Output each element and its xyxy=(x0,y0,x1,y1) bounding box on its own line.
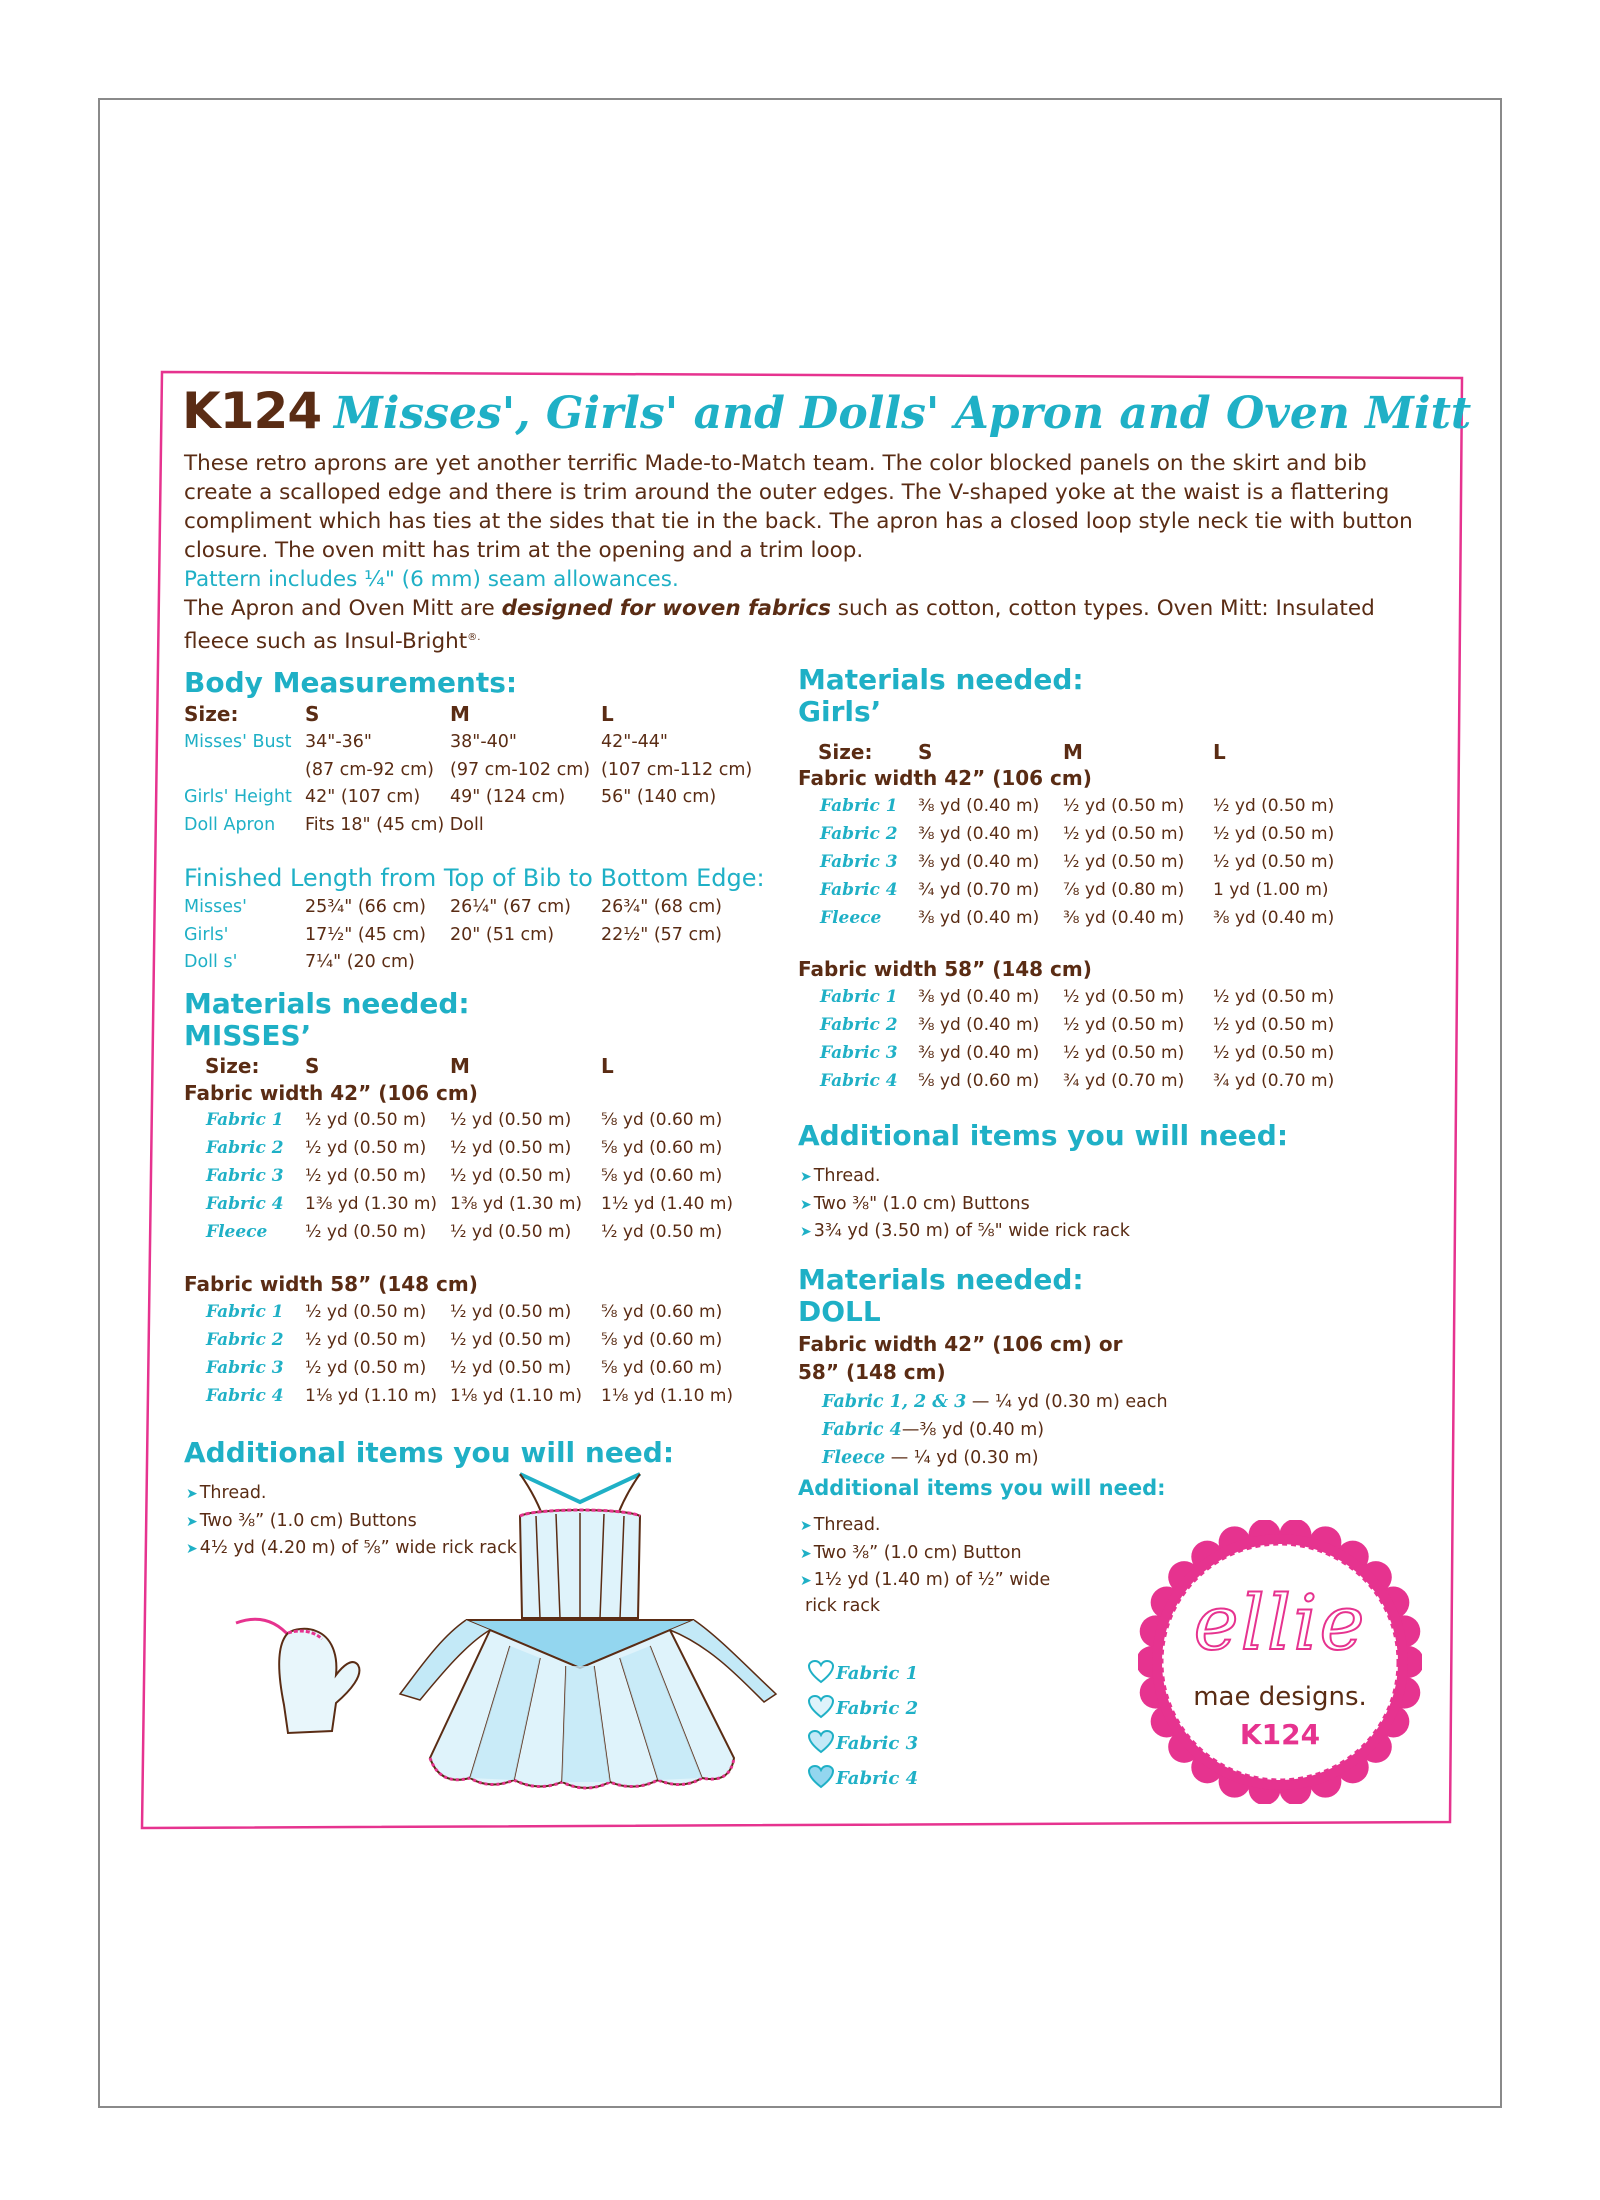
girls-width-58: Fabric width 58” (148 cm) xyxy=(798,957,1092,981)
value-l: ⅝ yd (0.60 m) xyxy=(601,1358,723,1378)
row-label: Fleece xyxy=(820,908,882,928)
row-label: Fabric 2 xyxy=(820,824,898,844)
row-label: Misses' Bust xyxy=(184,732,292,752)
value-l: ½ yd (0.50 m) xyxy=(1213,824,1335,844)
pattern-code: K124 xyxy=(182,382,322,440)
girls-size-s: S xyxy=(918,740,933,764)
value-s: 25¾" (66 cm) xyxy=(305,897,426,917)
list-item xyxy=(800,1194,1030,1214)
value-s: (87 cm-92 cm) xyxy=(305,759,434,780)
list-item-text: 4½ yd (4.20 m) of ⅝” wide rick rack xyxy=(199,1538,517,1558)
value-m: (97 cm-102 cm) xyxy=(450,759,591,780)
value-s: ½ yd (0.50 m) xyxy=(305,1110,427,1130)
row-label: Fabric 1 xyxy=(206,1110,284,1130)
girls-size-l: L xyxy=(1213,740,1226,764)
row-label: Fabric 1, 2 & 3 xyxy=(822,1392,967,1412)
value-l: ½ yd (0.50 m) xyxy=(1213,1043,1335,1063)
list-item-text: Thread. xyxy=(813,1515,881,1535)
bullet-arrow-icon: ➤ xyxy=(186,1513,198,1530)
list-item-text: 3¾ yd (3.50 m) of ⅝" wide rick rack xyxy=(813,1221,1130,1241)
value-m: ½ yd (0.50 m) xyxy=(1063,987,1185,1007)
list-item-text: Thread. xyxy=(813,1166,881,1186)
size-s: S xyxy=(305,702,320,726)
value-l: ½ yd (0.50 m) xyxy=(1213,852,1335,872)
value-l: 56" (140 cm) xyxy=(601,787,717,807)
value-s: ½ yd (0.50 m) xyxy=(305,1358,427,1378)
finished-length-heading: Finished Length from Top of Bib to Bottom Edge: xyxy=(184,864,765,892)
list-item xyxy=(800,1221,1130,1241)
legend-item xyxy=(808,1765,918,1789)
value-s: ⅜ yd (0.40 m) xyxy=(918,987,1040,1007)
value-m: ½ yd (0.50 m) xyxy=(450,1330,572,1350)
girls-additional-heading: Additional items you will need: xyxy=(798,1119,1289,1152)
row-label: Fabric 2 xyxy=(206,1138,284,1158)
value-m: ½ yd (0.50 m) xyxy=(1063,852,1185,872)
value-m: ½ yd (0.50 m) xyxy=(1063,796,1185,816)
legend-label: Fabric 1 xyxy=(836,1663,919,1684)
row-label: Fabric 1 xyxy=(820,796,898,816)
value-s: Fits 18" (45 cm) Doll xyxy=(305,814,484,835)
value-s: ½ yd (0.50 m) xyxy=(305,1222,427,1242)
value-s: ⅜ yd (0.40 m) xyxy=(918,1015,1040,1035)
list-item-text: Two ⅜” (1.0 cm) Buttons xyxy=(199,1510,417,1531)
size-label: Size: xyxy=(184,702,239,726)
legend-label: Fabric 2 xyxy=(836,1698,919,1719)
seam-allowance: Pattern includes ¼" (6 mm) seam allowances. xyxy=(184,567,679,592)
row-label: Fabric 2 xyxy=(206,1330,284,1350)
bullet-arrow-icon: ➤ xyxy=(800,1518,812,1534)
fabric-note xyxy=(184,594,1420,656)
value-l: ¾ yd (0.70 m) xyxy=(1213,1071,1335,1091)
pattern-title: Misses', Girls' and Dolls' Apron and Oven Mitt xyxy=(334,388,1472,439)
bullet-arrow-icon: ➤ xyxy=(800,1573,812,1589)
row-label: Fabric 4 xyxy=(206,1386,284,1406)
heart-icon xyxy=(808,1695,834,1719)
row-value: — ¼ yd (0.30 m) each xyxy=(966,1392,1168,1412)
misses-materials-heading: Materials needed: xyxy=(184,987,470,1020)
bullet-arrow-icon: ➤ xyxy=(800,1545,812,1562)
value-m: 1⅛ yd (1.10 m) xyxy=(450,1386,583,1406)
value-m: ½ yd (0.50 m) xyxy=(450,1110,572,1130)
doll-width-1: Fabric width 42” (106 cm) or xyxy=(798,1332,1123,1356)
oven-mitt-illustration xyxy=(228,1605,368,1745)
value-s: ¾ yd (0.70 m) xyxy=(918,880,1040,900)
value-m: 38"-40" xyxy=(450,732,517,752)
value-l: ½ yd (0.50 m) xyxy=(601,1222,723,1242)
heart-icon xyxy=(808,1765,834,1789)
value-m: ½ yd (0.50 m) xyxy=(1063,1043,1185,1063)
list-item xyxy=(186,1483,267,1503)
list-item xyxy=(800,1543,1022,1563)
value-s: 42" (107 cm) xyxy=(305,787,421,807)
row-label: Fabric 1 xyxy=(206,1302,284,1322)
value-m: 49" (124 cm) xyxy=(450,787,566,807)
doll-row xyxy=(822,1448,1039,1468)
misses-width-42: Fabric width 42” (106 cm) xyxy=(184,1081,478,1105)
value-s: 34"-36" xyxy=(305,732,372,752)
value-l: ⅝ yd (0.60 m) xyxy=(601,1330,723,1350)
bullet-arrow-icon: ➤ xyxy=(800,1224,812,1240)
row-label: Fabric 4 xyxy=(822,1420,902,1440)
misses-width-58: Fabric width 58” (148 cm) xyxy=(184,1272,478,1296)
misses-additional-heading: Additional items you will need: xyxy=(184,1436,675,1469)
value-s: 17½" (45 cm) xyxy=(305,924,426,945)
bullet-arrow-icon: ➤ xyxy=(800,1196,812,1213)
row-label: Misses' xyxy=(184,897,247,917)
row-label: Fabric 2 xyxy=(820,1015,898,1035)
value-m: ½ yd (0.50 m) xyxy=(1063,1015,1185,1035)
row-label: Fabric 4 xyxy=(820,1071,898,1091)
list-item xyxy=(800,1515,881,1535)
value-l: ½ yd (0.50 m) xyxy=(1213,1015,1335,1035)
doll-row xyxy=(822,1392,1168,1412)
row-value: —⅜ yd (0.40 m) xyxy=(901,1420,1045,1440)
value-s: ½ yd (0.50 m) xyxy=(305,1330,427,1350)
doll-additional-heading: Additional items you will need: xyxy=(798,1476,1166,1500)
row-label: Doll Apron xyxy=(184,814,276,835)
value-l: ⅝ yd (0.60 m) xyxy=(601,1110,723,1130)
value-l: ⅜ yd (0.40 m) xyxy=(1213,908,1335,928)
row-label: Girls' Height xyxy=(184,787,292,807)
bullet-arrow-icon: ➤ xyxy=(800,1169,812,1185)
size-m: M xyxy=(450,702,470,726)
value-s: ⅜ yd (0.40 m) xyxy=(918,1043,1040,1063)
value-l: ⅝ yd (0.60 m) xyxy=(601,1166,723,1186)
value-l: ⅝ yd (0.60 m) xyxy=(601,1138,723,1158)
list-item-text: Two ⅜” (1.0 cm) Button xyxy=(813,1542,1022,1563)
bullet-arrow-icon: ➤ xyxy=(186,1486,198,1502)
intro-block xyxy=(184,449,1420,656)
bullet-arrow-icon: ➤ xyxy=(186,1541,198,1557)
value-m: ⅜ yd (0.40 m) xyxy=(1063,908,1185,928)
logo-brand: mae designs. xyxy=(1193,1682,1367,1712)
doll-additional-cont: rick rack xyxy=(805,1596,881,1616)
legend-item xyxy=(808,1730,918,1754)
row-label: Fleece xyxy=(206,1222,268,1242)
description: These retro aprons are yet another terrific Made-to-Match team. The color blocked panels on the skirt and bib create a scalloped edge and there is trim around the outer edges. The V-shaped yoke at the waist is a flattering compliment which has ties at the sides that tie in the back. The apron has a closed loop style neck tie with button closure. The oven mitt has trim at the opening and a trim loop. xyxy=(184,451,1413,563)
value-l: 1⅛ yd (1.10 m) xyxy=(601,1386,734,1406)
row-label: Fabric 1 xyxy=(820,987,898,1007)
row-label: Fabric 4 xyxy=(206,1194,284,1214)
fabric-note-pre: The Apron and Oven Mitt are xyxy=(184,596,502,621)
row-label: Fabric 3 xyxy=(820,852,898,872)
legend-label: Fabric 3 xyxy=(836,1733,919,1754)
legend-item xyxy=(808,1695,918,1719)
value-l: 22½" (57 cm) xyxy=(601,924,722,945)
legend-label: Fabric 4 xyxy=(836,1768,919,1789)
misses-size-m: M xyxy=(450,1054,470,1078)
misses-size-l: L xyxy=(601,1054,614,1078)
value-m: ½ yd (0.50 m) xyxy=(450,1166,572,1186)
value-m: 26¼" (67 cm) xyxy=(450,897,571,917)
row-label: Fabric 3 xyxy=(206,1166,284,1186)
ellie-mae-logo xyxy=(1138,1520,1422,1804)
list-item xyxy=(800,1570,1050,1590)
row-label: Doll s' xyxy=(184,952,238,972)
row-value: — ¼ yd (0.30 m) xyxy=(885,1448,1039,1468)
value-s: ⅜ yd (0.40 m) xyxy=(918,908,1040,928)
value-l: (107 cm-112 cm) xyxy=(601,759,753,780)
list-item-text: Thread. xyxy=(199,1483,267,1503)
apron-illustration xyxy=(370,1468,790,1798)
logo-ellie: ellie xyxy=(1193,1578,1367,1667)
row-label: Fabric 4 xyxy=(820,880,898,900)
value-s: ⅜ yd (0.40 m) xyxy=(918,852,1040,872)
value-l: 1 yd (1.00 m) xyxy=(1213,880,1329,900)
doll-heading: DOLL xyxy=(798,1295,881,1328)
value-m: ⅞ yd (0.80 m) xyxy=(1063,880,1185,900)
misses-size-label: Size: xyxy=(205,1054,260,1078)
list-item xyxy=(800,1166,881,1186)
value-m: ¾ yd (0.70 m) xyxy=(1063,1071,1185,1091)
value-s: ⅝ yd (0.60 m) xyxy=(918,1071,1040,1091)
value-s: 1⅜ yd (1.30 m) xyxy=(305,1194,438,1214)
value-m: 20" (51 cm) xyxy=(450,924,555,945)
value-l: ½ yd (0.50 m) xyxy=(1213,796,1335,816)
doll-row xyxy=(822,1420,1044,1440)
value-m: ½ yd (0.50 m) xyxy=(450,1138,572,1158)
registered-mark: ®. xyxy=(467,632,481,643)
value-m: ½ yd (0.50 m) xyxy=(450,1358,572,1378)
girls-materials-heading: Materials needed: xyxy=(798,663,1084,696)
heart-icon xyxy=(808,1730,834,1754)
row-label: Fabric 3 xyxy=(820,1043,898,1063)
misses-size-s: S xyxy=(305,1054,320,1078)
girls-size-m: M xyxy=(1063,740,1083,764)
doll-materials-heading: Materials needed: xyxy=(798,1263,1084,1296)
legend-item xyxy=(808,1660,918,1684)
row-label: Fleece xyxy=(822,1448,886,1468)
logo-code: K124 xyxy=(1239,1718,1321,1751)
value-s: ½ yd (0.50 m) xyxy=(305,1302,427,1322)
value-s: ⅜ yd (0.40 m) xyxy=(918,796,1040,816)
heart-icon xyxy=(808,1660,834,1684)
value-s: ⅜ yd (0.40 m) xyxy=(918,824,1040,844)
value-m: ½ yd (0.50 m) xyxy=(450,1302,572,1322)
girls-heading: Girls’ xyxy=(798,695,882,728)
value-l: ½ yd (0.50 m) xyxy=(1213,987,1335,1007)
row-label: Girls' xyxy=(184,924,229,945)
value-s: 1⅛ yd (1.10 m) xyxy=(305,1386,438,1406)
fabric-note-post: such as cotton, cotton types. Oven Mitt: Insulated fleece such as Insul-Bright xyxy=(184,596,1375,655)
value-s: ½ yd (0.50 m) xyxy=(305,1138,427,1158)
doll-width-2: 58” (148 cm) xyxy=(798,1360,946,1384)
value-l: 1½ yd (1.40 m) xyxy=(601,1194,734,1214)
size-l: L xyxy=(601,702,614,726)
row-label: Fabric 3 xyxy=(206,1358,284,1378)
value-l: 42"-44" xyxy=(601,732,668,752)
girls-size-label: Size: xyxy=(818,740,873,764)
value-m: ½ yd (0.50 m) xyxy=(1063,824,1185,844)
value-s: 7¼" (20 cm) xyxy=(305,952,415,972)
girls-width-42: Fabric width 42” (106 cm) xyxy=(798,766,1092,790)
fabric-note-emphasis: designed for woven fabrics xyxy=(501,596,831,621)
value-m: ½ yd (0.50 m) xyxy=(450,1222,572,1242)
value-l: 26¾" (68 cm) xyxy=(601,897,722,917)
value-s: ½ yd (0.50 m) xyxy=(305,1166,427,1186)
list-item-text: 1½ yd (1.40 m) of ½” wide xyxy=(813,1570,1051,1590)
value-l: ⅝ yd (0.60 m) xyxy=(601,1302,723,1322)
misses-heading: MISSES’ xyxy=(184,1019,312,1052)
value-m: 1⅜ yd (1.30 m) xyxy=(450,1194,583,1214)
body-measurements-heading: Body Measurements: xyxy=(184,666,518,699)
list-item-text: Two ⅜" (1.0 cm) Buttons xyxy=(813,1193,1030,1214)
